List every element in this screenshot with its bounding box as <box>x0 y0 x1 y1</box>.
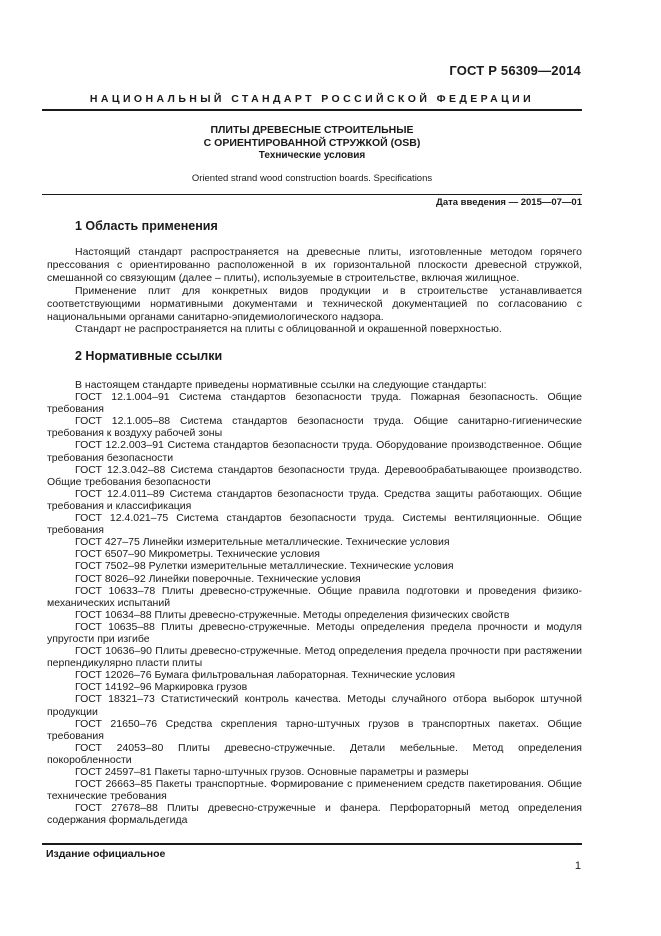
reference-item: ГОСТ 10635–88 Плиты древесно-стружечные. Методы определения предела прочности и модуля упругости при изгибе <box>47 620 582 645</box>
national-standard-banner: НАЦИОНАЛЬНЫЙ СТАНДАРТ РОССИЙСКОЙ ФЕДЕРАЦИИ <box>89 93 535 105</box>
title-block <box>42 124 582 162</box>
official-edition-label: Издание официальное <box>46 848 166 860</box>
title-line-2: С ОРИЕНТИРОВАННОЙ СТРУЖКОЙ (OSB) <box>203 137 421 149</box>
reference-item: ГОСТ 10636–90 Плиты древесно-стружечные. Метод определения предела прочности при растяжении перпендикулярно пласти плиты <box>47 645 582 670</box>
title-line-1: ПЛИТЫ ДРЕВЕСНЫЕ СТРОИТЕЛЬНЫЕ <box>210 124 414 136</box>
references-intro: В настоящем стандарте приведены нормативные ссылки на следующие стандарты: <box>75 379 487 391</box>
section-1-heading: 1 Область применения <box>75 219 218 233</box>
title-subtitle: Технические условия <box>258 150 366 161</box>
reference-item: ГОСТ 18321–73 Статистический контроль качества. Методы случайного отбора выборок штучной продукции <box>47 693 582 718</box>
page-number: 1 <box>574 860 581 872</box>
section-2-heading: 2 Нормативные ссылки <box>75 349 223 363</box>
reference-item: ГОСТ 6507–90 Микрометры. Технические условия <box>75 548 320 561</box>
reference-item: ГОСТ 27678–88 Плиты древесно-стружечные и фанера. Перфораторный метод определения содержания формальдегида <box>47 802 582 827</box>
reference-item: ГОСТ 12.1.005–88 Система стандартов безопасности труда. Общие санитарно-гигиенические требования к воздуху рабочей зоны <box>47 415 582 440</box>
reference-item: ГОСТ 12.1.004–91 Система стандартов безопасности труда. Пожарная безопасность. Общие требования <box>47 391 582 416</box>
section-1-paragraph: Настоящий стандарт распространяется на древесные плиты, изготовленные методом горячего прессования с ориентированно расположенной в их горизонтальной плоскости древесной стружкой, смешанной со связующим (далее – плиты), используемые в строительстве, включая жилищное. <box>47 246 582 284</box>
reference-item: ГОСТ 7502–98 Рулетки измерительные металлические. Технические условия <box>75 560 454 573</box>
reference-item: ГОСТ 12.2.003–91 Система стандартов безопасности труда. Оборудование производственное. Общие требования безопасности <box>47 439 582 464</box>
section-1-paragraph: Стандарт не распространяется на плиты с облицованной и окрашенной поверхностью. <box>75 323 502 336</box>
title-english: Oriented strand wood construction boards. Specifications <box>191 173 433 184</box>
introduction-date: Дата введения — 2015—07—01 <box>436 197 582 208</box>
reference-item: ГОСТ 12.3.042–88 Система стандартов безопасности труда. Деревообрабатывающее производство. Общие требования безопасности <box>47 463 582 488</box>
reference-item: ГОСТ 12.4.021–75 Система стандартов безопасности труда. Системы вентиляционные. Общие требования <box>47 512 582 537</box>
reference-item: ГОСТ 24597–81 Пакеты тарно-штучных грузов. Основные параметры и размеры <box>75 766 469 778</box>
reference-item: ГОСТ 12.4.011–89 Система стандартов безопасности труда. Средства защиты работающих. Общие требования и классификация <box>47 487 582 512</box>
reference-item: ГОСТ 14192–96 Маркировка грузов <box>75 681 248 694</box>
reference-item: ГОСТ 12026–76 Бумага фильтровальная лабораторная. Технические условия <box>75 669 456 682</box>
footer-rule <box>42 843 582 845</box>
title-rule <box>42 194 582 195</box>
reference-item: ГОСТ 8026–92 Линейки поверочные. Технические условия <box>75 572 361 585</box>
document-number: ГОСТ Р 56309—2014 <box>449 63 581 78</box>
section-1-paragraph: Применение плит для конкретных видов продукции и в строительстве устанавливается соответствующими нормативными документами и технической документацией по согласованию с национальными органами санитарно-эпидемиологического надзора. <box>47 284 582 323</box>
references-list <box>47 379 582 826</box>
reference-item: ГОСТ 21650–76 Средства скрепления тарно-штучных грузов в транспортных пакетах. Общие требования <box>47 717 582 742</box>
reference-item: ГОСТ 24053–80 Плиты древесно-стружечные. Детали мебельные. Метод определения покоробленности <box>47 741 582 766</box>
reference-item: ГОСТ 10633–78 Плиты древесно-стружечные. Общие правила подготовки и проведения физико-механических испытаний <box>47 584 582 609</box>
header-rule <box>42 109 582 111</box>
section-1-body <box>47 246 582 336</box>
reference-item: ГОСТ 10634–88 Плиты древесно-стружечные. Методы определения физических свойств <box>75 608 510 621</box>
reference-item: ГОСТ 26663–85 Пакеты транспортные. Формирование с применением средств пакетирования. Общие технические требования <box>47 778 582 803</box>
reference-item: ГОСТ 427–75 Линейки измерительные металлические. Технические условия <box>75 536 450 549</box>
